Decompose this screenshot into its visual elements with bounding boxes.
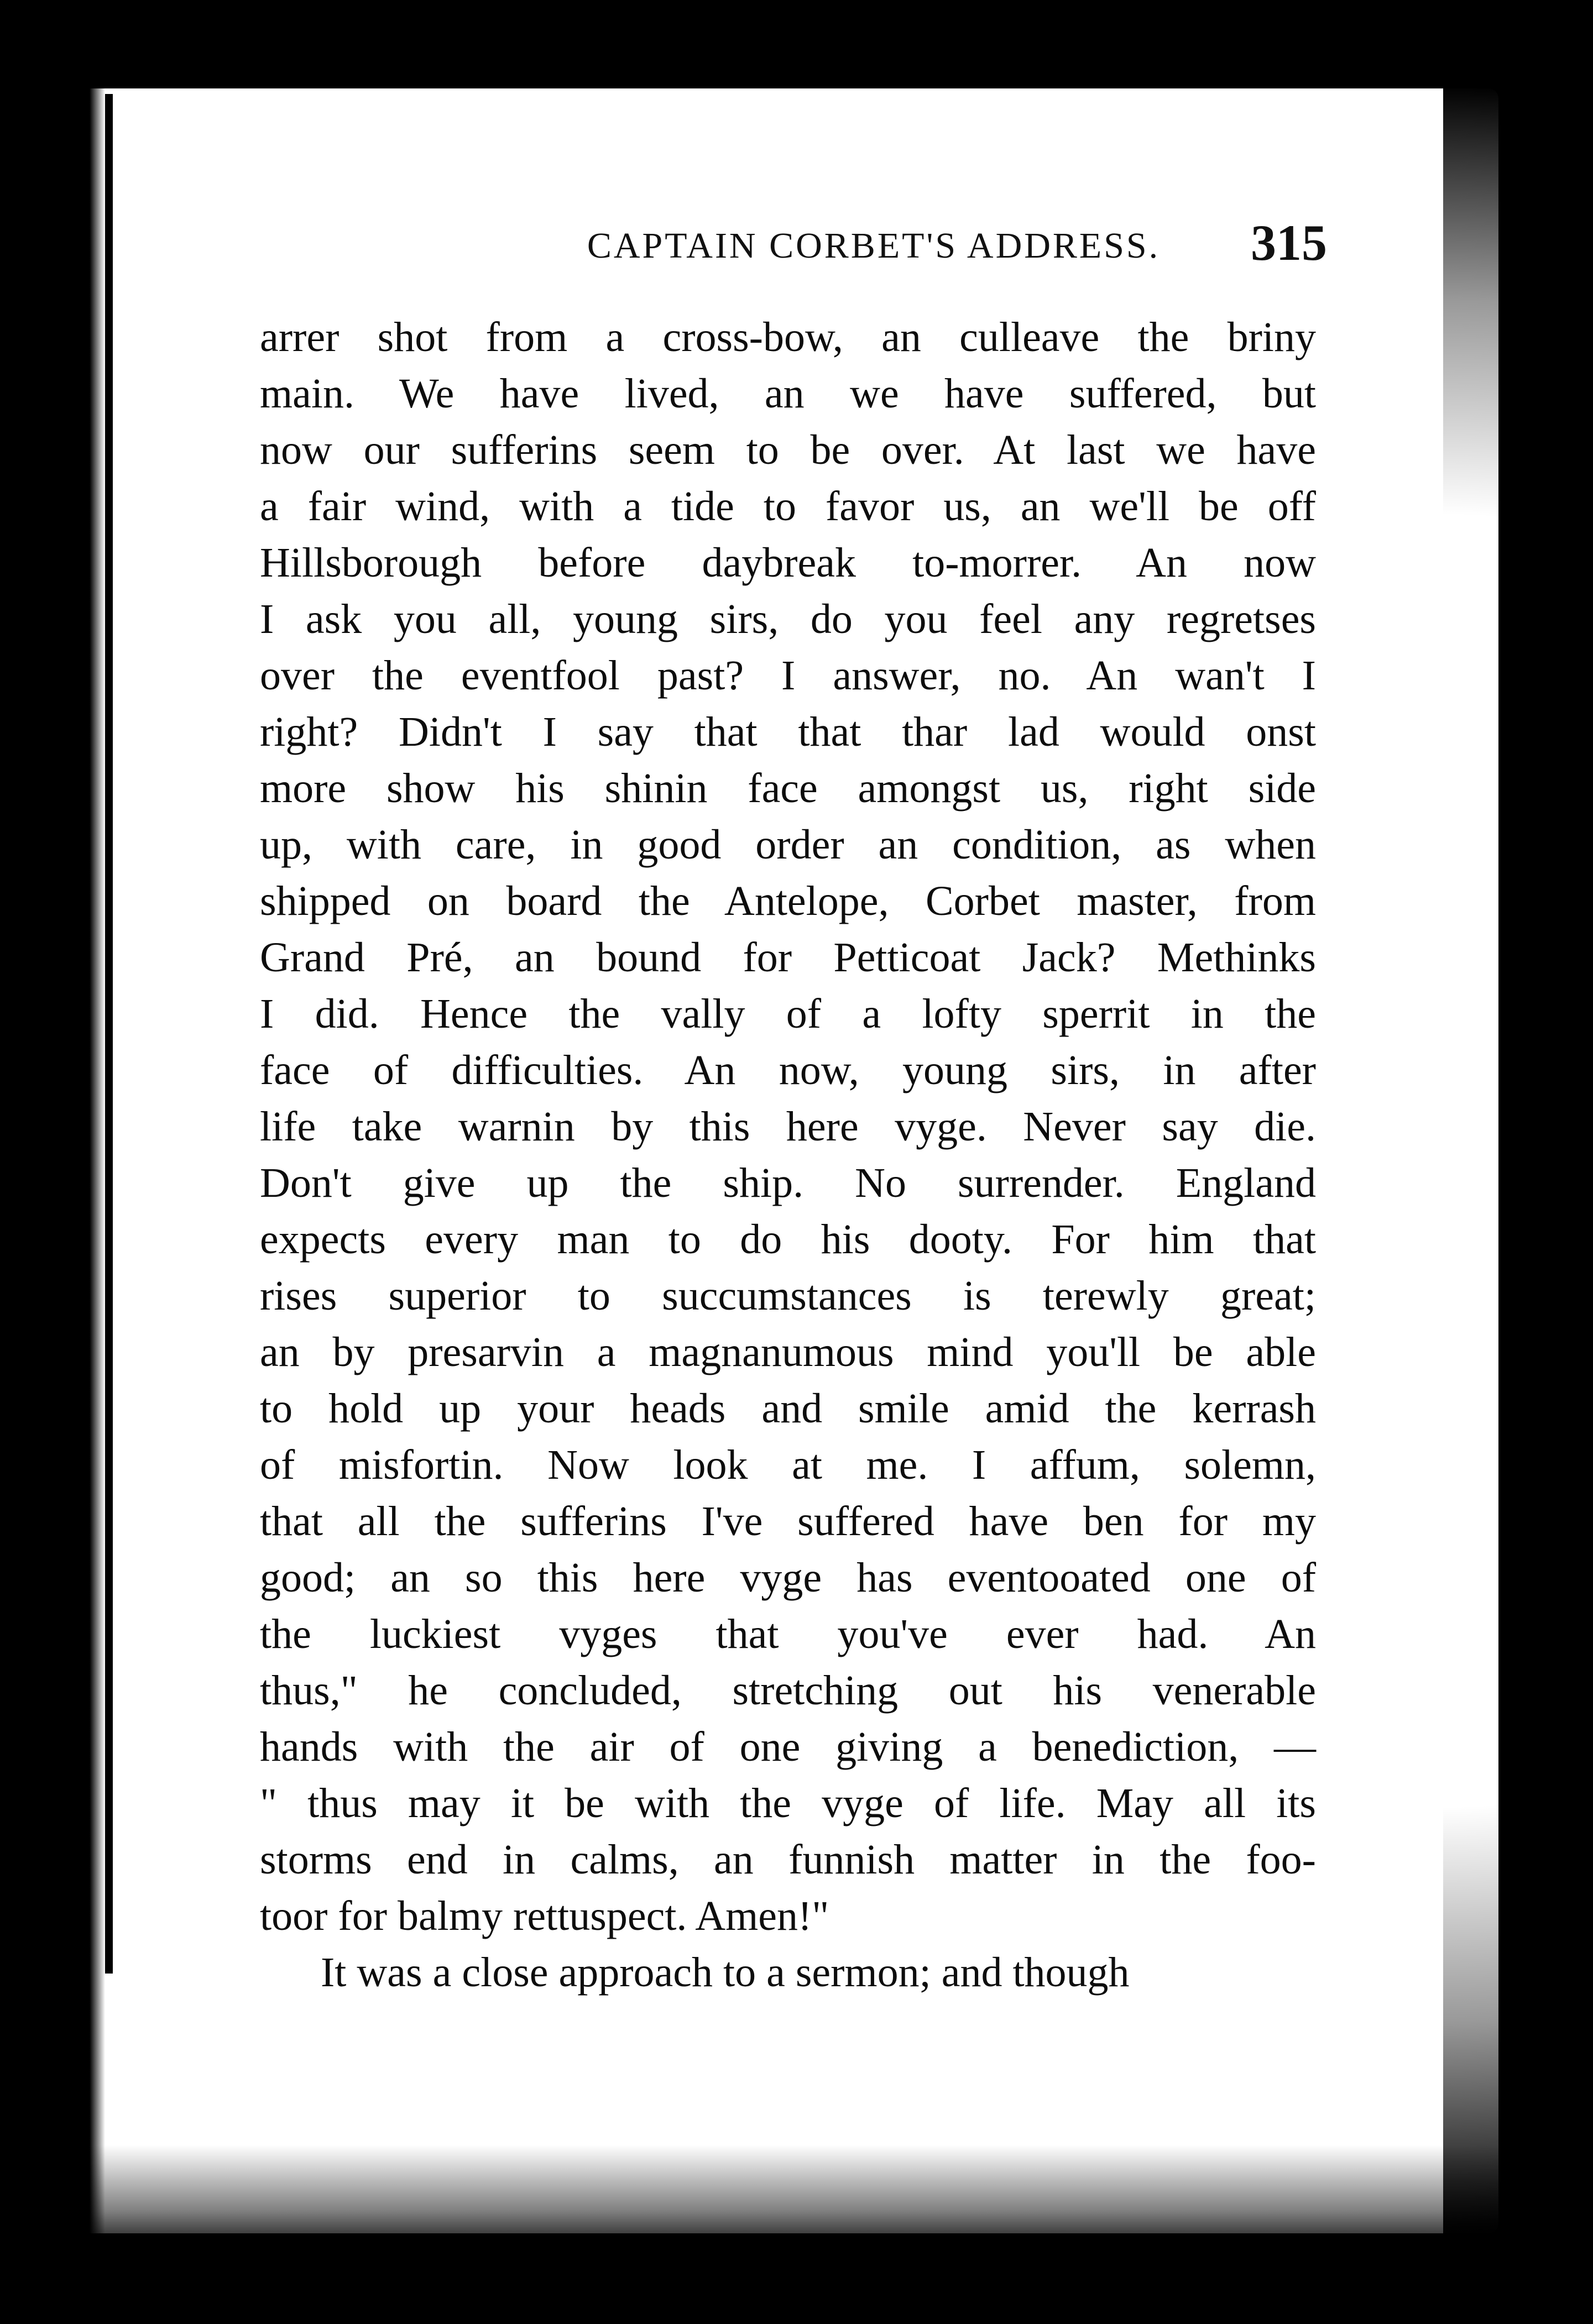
text-line: shipped on board the Antelope, Corbet master, from xyxy=(260,878,1316,924)
page-edge-left xyxy=(83,88,105,2233)
text-line: toor for balmy rettuspect. Amen!" xyxy=(260,1893,829,1939)
body-text xyxy=(260,310,1316,2112)
text-line: an by presarvin a magnanumous mind you'll be able xyxy=(260,1329,1316,1375)
text-line: thus," he concluded, stretching out his venerable xyxy=(260,1667,1316,1714)
text-line: a fair wind, with a tide to favor us, an we'll be off xyxy=(260,483,1316,530)
text-line: more show his shinin face amongst us, right side xyxy=(260,765,1316,812)
text-line: good; an so this here vyge has eventooated one of xyxy=(260,1554,1316,1601)
text-line: I ask you all, young sirs, do you feel any regretses xyxy=(260,596,1316,642)
text-line: to hold up your heads and smile amid the kerrash xyxy=(260,1385,1316,1432)
text-line: expects every man to do his dooty. For him that xyxy=(260,1216,1316,1263)
text-line: " thus may it be with the vyge of life. May all its xyxy=(260,1780,1316,1826)
text-line: that all the sufferins I've suffered have ben for my xyxy=(260,1498,1316,1545)
binding-shadow xyxy=(105,94,113,1974)
text-line: the luckiest vyges that you've ever had. An xyxy=(260,1611,1316,1657)
text-line: I did. Hence the vally of a lofty sperrit in the xyxy=(260,991,1316,1037)
text-line: main. We have lived, an we have suffered, but xyxy=(260,370,1316,417)
page-number: 315 xyxy=(1251,214,1327,271)
text-line: of misfortin. Now look at me. I affum, solemn, xyxy=(260,1442,1316,1488)
text-line: storms end in calms, an funnish matter in the foo- xyxy=(260,1836,1316,1883)
text-line: Grand Pré, an bound for Petticoat Jack? Methinks xyxy=(260,934,1316,981)
text-line: right? Didn't I say that that thar lad would onst xyxy=(260,709,1316,755)
text-line: now our sufferins seem to be over. At last we have xyxy=(260,427,1316,473)
text-line: up, with care, in good order an condition, as when xyxy=(260,821,1316,868)
text-line: Hillsborough before daybreak to-morrer. An now xyxy=(260,540,1316,586)
text-line: hands with the air of one giving a benediction, — xyxy=(260,1724,1316,1770)
text-line: face of difficulties. An now, young sirs, in after xyxy=(260,1047,1316,1093)
running-title: CAPTAIN CORBET'S ADDRESS. xyxy=(587,226,1161,266)
text-line: Don't give up the ship. No surrender. England xyxy=(260,1160,1316,1206)
text-line: life take warnin by this here vyge. Never say die. xyxy=(260,1103,1316,1150)
page-edge-right xyxy=(1443,88,1532,2233)
text-line: over the eventfool past? I answer, no. An wan't I xyxy=(260,652,1316,699)
text-line: It was a close approach to a sermon; and though xyxy=(321,1949,1130,1996)
text-line: arrer shot from a cross-bow, an culleave the briny xyxy=(260,314,1316,360)
text-line: rises superior to succumstances is terewly great; xyxy=(260,1273,1316,1319)
page-edge-bottom xyxy=(83,2145,1498,2255)
